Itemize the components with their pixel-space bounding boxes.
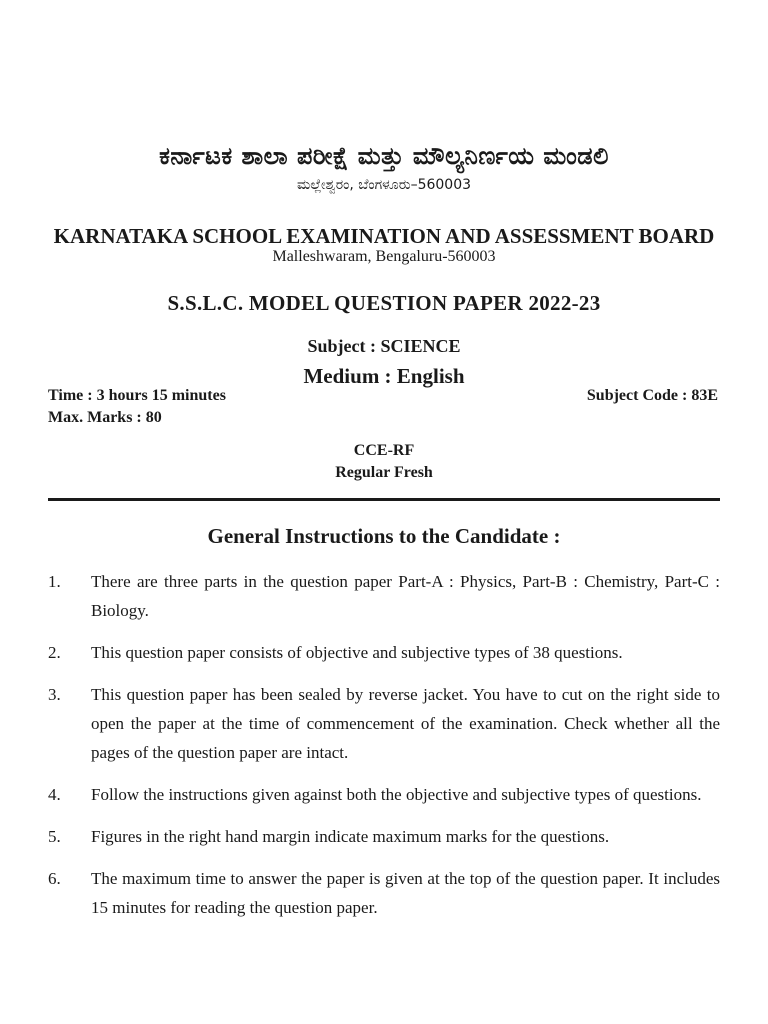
instruction-number: 6. <box>48 869 61 888</box>
instruction-text: There are three parts in the question paper Part-A : Physics, Part-B : Chemistry, Part-C : Biology. <box>91 572 720 620</box>
instruction-number: 1. <box>48 572 61 591</box>
instruction-text: Figures in the right hand margin indicate maximum marks for the questions. <box>91 827 610 846</box>
paper-title: S.S.L.C. MODEL QUESTION PAPER 2022-23 <box>167 291 601 315</box>
instruction-number: 4. <box>48 785 61 804</box>
header-divider <box>48 498 720 501</box>
instruction-number: 5. <box>48 827 61 846</box>
instruction-text: This question paper has been sealed by reverse jacket. You have to cut on the right side to open the paper at the time of commencement of the examination. Check whether all the pages of the question paper are intact. <box>91 685 720 762</box>
cce-label: CCE-RF <box>353 442 415 459</box>
kannada-board-title: ಕರ್ನಾಟಕ ಶಾಲಾ ಪರೀಕ್ಷೆ ಮತ್ತು ಮೌಲ್ಯನಿರ್ಣಯ ಮಂಡಲಿ <box>159 142 609 170</box>
instructions-list <box>48 567 720 935</box>
instruction-text: This question paper consists of objective and subjective types of 38 questions. <box>91 643 623 662</box>
english-board-title: KARNATAKA SCHOOL EXAMINATION AND ASSESSMENT BOARD <box>53 224 715 248</box>
instruction-item <box>48 638 720 667</box>
subject-code-label: Subject Code : 83E <box>586 387 718 404</box>
instruction-item <box>48 822 720 851</box>
kannada-board-address: ಮಲ್ಲೇಶ್ವರಂ, ಬೆಂಗಳೂರು–560003 <box>296 177 472 193</box>
paper-type-label: Regular Fresh <box>335 464 433 481</box>
instructions-heading: General Instructions to the Candidate : <box>207 524 561 548</box>
instruction-item <box>48 680 720 767</box>
instruction-number: 3. <box>48 685 61 704</box>
instruction-number: 2. <box>48 643 61 662</box>
subject-label: Subject : SCIENCE <box>307 336 461 356</box>
instruction-item <box>48 567 720 625</box>
instruction-text: The maximum time to answer the paper is given at the top of the question paper. It includes 15 minutes for reading the question paper. <box>91 869 720 917</box>
medium-label: Medium : English <box>303 364 465 388</box>
instruction-item <box>48 780 720 809</box>
instruction-item <box>48 864 720 922</box>
instruction-text: Follow the instructions given against both the objective and subjective types of questions. <box>91 785 702 804</box>
english-board-address: Malleshwaram, Bengaluru-560003 <box>272 248 496 265</box>
time-label: Time : 3 hours 15 minutes <box>48 387 226 404</box>
max-marks-label: Max. Marks : 80 <box>48 409 162 426</box>
